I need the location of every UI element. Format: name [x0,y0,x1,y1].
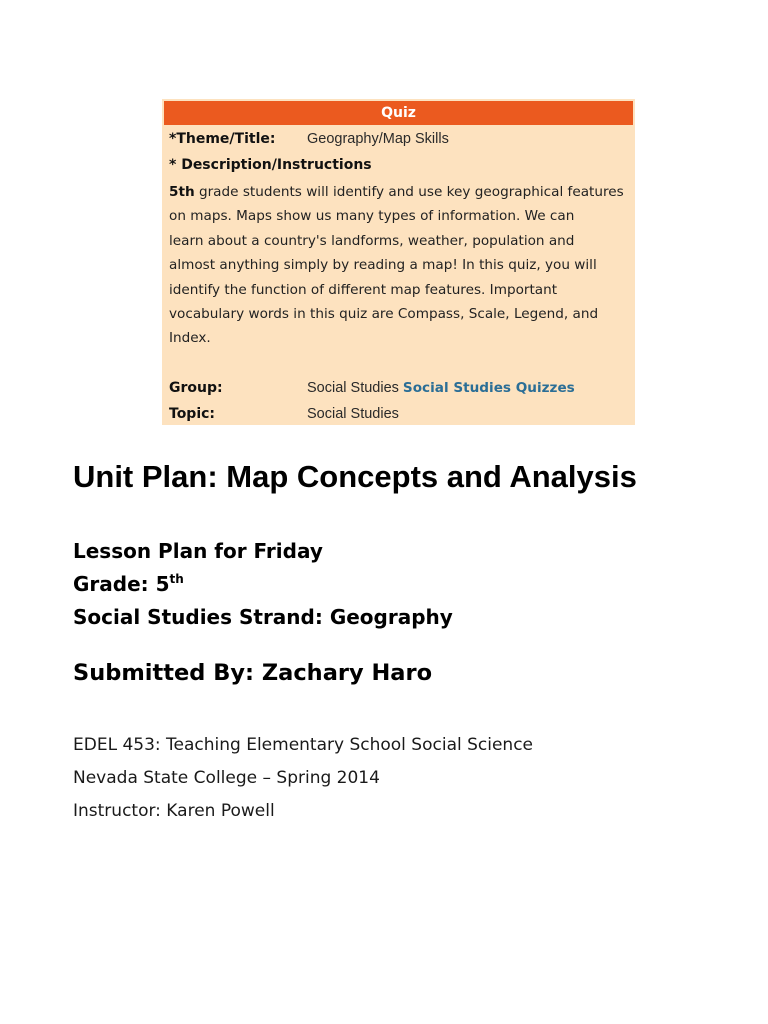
description-line: identify the function of different map features. Important [169,281,558,298]
description-line: almost anything simply by reading a map! In this quiz, you will [169,257,597,274]
quiz-description [169,180,631,351]
group-value: Social Studies [307,380,399,396]
social-studies-quizzes-link[interactable]: Social Studies Quizzes [402,380,575,396]
group-row [169,380,223,396]
group-value-row [307,380,575,396]
description-line: vocabulary words in this quiz are Compass, Scale, Legend, and [169,306,599,323]
topic-row [169,406,215,422]
quiz-info-box [162,99,635,425]
topic-label: Topic: [169,406,216,422]
group-label: Group: [169,380,223,396]
course-name: EDEL 453: Teaching Elementary School Social Science [73,735,534,755]
submitted-by: Submitted By: Zachary Haro [73,660,433,686]
description-label: * Description/Instructions [169,157,372,173]
grade-label: Grade: 5 [73,572,170,596]
theme-label: *Theme/Title: [169,131,276,147]
topic-value: Social Studies [307,406,399,422]
strand-line: Social Studies Strand: Geography [73,605,453,629]
theme-value: Geography/Map Skills [307,131,449,147]
description-line: on maps. Maps show us many types of information. We can [169,208,575,225]
lesson-plan-day: Lesson Plan for Friday [73,539,323,563]
description-heading-row [169,157,372,173]
theme-row [169,131,275,147]
instructor: Instructor: Karen Powell [73,801,275,821]
unit-plan-title: Unit Plan: Map Concepts and Analysis [73,459,637,494]
description-line-text: grade students will identify and use key geographical features [194,184,624,200]
grade-line [73,572,184,596]
description-line: Index. [169,330,211,347]
quiz-header: Quiz [164,101,633,125]
description-line [169,180,631,204]
description-lead: 5th [169,184,195,200]
description-line: learn about a country's landforms, weather, population and [169,232,575,249]
college-term: Nevada State College – Spring 2014 [73,768,380,788]
grade-suffix: th [169,572,184,586]
